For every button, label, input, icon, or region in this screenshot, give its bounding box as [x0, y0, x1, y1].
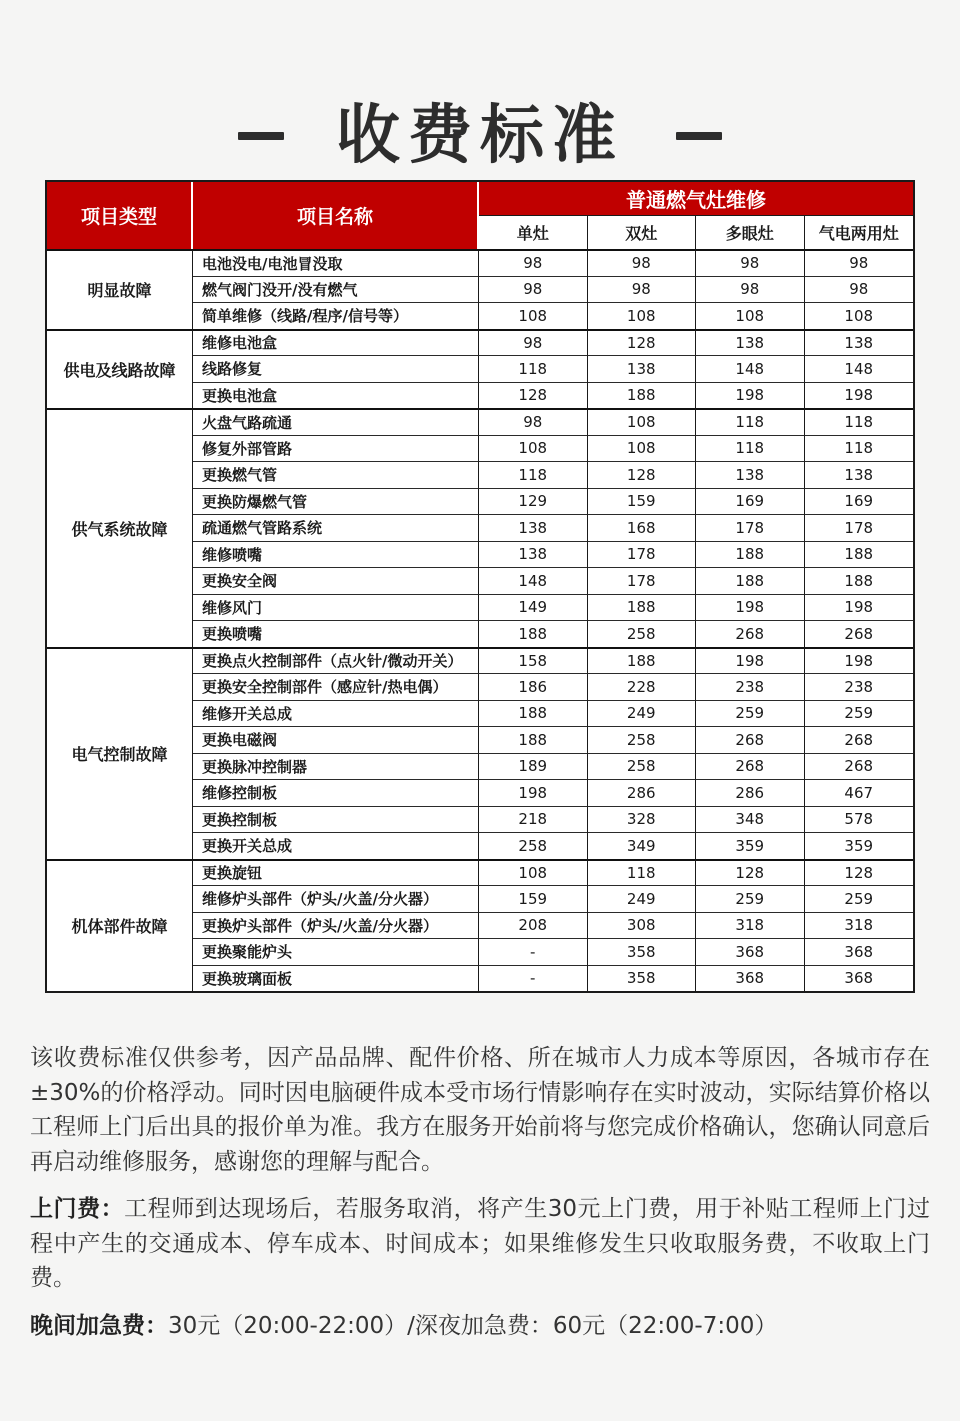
- price-cell: 188: [805, 541, 914, 568]
- price-cell: 368: [696, 938, 805, 965]
- price-cell: 98: [696, 276, 805, 303]
- price-cell: 108: [479, 435, 588, 462]
- price-cell: 348: [696, 806, 805, 833]
- price-cell: 98: [805, 276, 914, 303]
- price-cell: 349: [588, 832, 697, 859]
- table-row: [47, 859, 913, 886]
- price-cell: 98: [479, 276, 588, 303]
- price-cell: 268: [805, 753, 914, 780]
- price-cell: 259: [805, 700, 914, 727]
- item-name-cell: 更换电磁阀: [193, 726, 479, 753]
- price-table: [47, 182, 913, 991]
- price-cell: 268: [805, 620, 914, 647]
- price-cell: 138: [696, 461, 805, 488]
- price-cell: 138: [479, 541, 588, 568]
- item-name-cell: 更换炉头部件（炉头/火盖/分火器）: [193, 912, 479, 939]
- price-cell: 268: [696, 753, 805, 780]
- price-cell: 118: [696, 435, 805, 462]
- price-cell: 138: [805, 329, 914, 356]
- item-name-cell: 燃气阀门没开/没有燃气: [193, 276, 479, 303]
- item-name-cell: 更换聚能炉头: [193, 938, 479, 965]
- column-header-type: 项目类型: [47, 182, 193, 249]
- item-name-cell: 线路修复: [193, 355, 479, 382]
- price-cell: 129: [479, 488, 588, 515]
- item-name-cell: 更换安全阀: [193, 567, 479, 594]
- price-cell: 158: [479, 647, 588, 674]
- price-cell: 198: [479, 779, 588, 806]
- price-cell: 186: [479, 673, 588, 700]
- item-name-cell: 更换控制板: [193, 806, 479, 833]
- price-cell: 108: [479, 302, 588, 329]
- column-header-group: 普通燃气灶维修: [479, 182, 913, 216]
- notes-section: [30, 1041, 930, 1343]
- category-cell: 供气系统故障: [47, 408, 193, 647]
- column-header-气电两用灶: 气电两用灶: [805, 216, 914, 250]
- price-cell: 258: [588, 620, 697, 647]
- item-name-cell: 更换脉冲控制器: [193, 753, 479, 780]
- price-cell: 118: [479, 355, 588, 382]
- price-cell: 178: [588, 541, 697, 568]
- price-cell: 258: [588, 753, 697, 780]
- column-header-name: 项目名称: [193, 182, 479, 249]
- column-header-单灶: 单灶: [479, 216, 588, 250]
- item-name-cell: 更换喷嘴: [193, 620, 479, 647]
- price-cell: 188: [805, 567, 914, 594]
- item-name-cell: 电池没电/电池冒没取: [193, 249, 479, 276]
- price-cell: 188: [588, 594, 697, 621]
- price-cell: 249: [588, 700, 697, 727]
- price-cell: 128: [805, 859, 914, 886]
- price-cell: 238: [805, 673, 914, 700]
- night-fee-text: 30元（20:00-22:00）/深夜加急费：60元（22:00-7:00）: [168, 1312, 778, 1339]
- price-cell: 178: [588, 567, 697, 594]
- table-row: [47, 647, 913, 674]
- price-cell: 286: [696, 779, 805, 806]
- price-cell: 178: [805, 514, 914, 541]
- price-cell: 159: [588, 488, 697, 515]
- door-fee-label: 上门费：: [30, 1196, 125, 1222]
- price-cell: 188: [479, 726, 588, 753]
- category-cell: 明显故障: [47, 249, 193, 329]
- price-cell: 218: [479, 806, 588, 833]
- table-row: [47, 408, 913, 435]
- item-name-cell: 维修控制板: [193, 779, 479, 806]
- door-fee-text: 工程师到达现场后，若服务取消，将产生30元上门费，用于补贴工程师上门过程中产生的交通成本、停车成本、时间成本；如果维修发生只收取服务费，不收取上门费。: [30, 1196, 930, 1291]
- category-cell: 电气控制故障: [47, 647, 193, 859]
- price-cell: -: [479, 938, 588, 965]
- price-cell: 98: [479, 249, 588, 276]
- item-name-cell: 疏通燃气管路系统: [193, 514, 479, 541]
- price-cell: 188: [479, 620, 588, 647]
- price-cell: 318: [805, 912, 914, 939]
- price-cell: 98: [588, 249, 697, 276]
- price-cell: 138: [588, 355, 697, 382]
- title-dash-right-icon: [676, 132, 722, 140]
- item-name-cell: 更换玻璃面板: [193, 965, 479, 992]
- price-cell: 118: [805, 408, 914, 435]
- price-cell: 118: [805, 435, 914, 462]
- price-cell: 128: [588, 461, 697, 488]
- category-cell: 供电及线路故障: [47, 329, 193, 409]
- price-cell: 258: [588, 726, 697, 753]
- price-cell: 108: [588, 408, 697, 435]
- door-fee-paragraph: [30, 1192, 930, 1296]
- price-cell: 198: [696, 382, 805, 409]
- price-cell: 118: [696, 408, 805, 435]
- category-cell: 机体部件故障: [47, 859, 193, 992]
- price-cell: 318: [696, 912, 805, 939]
- item-name-cell: 更换旋钮: [193, 859, 479, 886]
- price-cell: 98: [805, 249, 914, 276]
- price-cell: 178: [696, 514, 805, 541]
- page-title: 收费标准: [336, 99, 624, 173]
- item-name-cell: 修复外部管路: [193, 435, 479, 462]
- price-cell: 208: [479, 912, 588, 939]
- price-cell: 308: [588, 912, 697, 939]
- item-name-cell: 更换开关总成: [193, 832, 479, 859]
- price-cell: 98: [588, 276, 697, 303]
- price-cell: 118: [588, 859, 697, 886]
- price-cell: 228: [588, 673, 697, 700]
- price-cell: 189: [479, 753, 588, 780]
- price-cell: 169: [805, 488, 914, 515]
- price-cell: 98: [479, 329, 588, 356]
- price-cell: 358: [588, 938, 697, 965]
- item-name-cell: 简单维修（线路/程序/信号等）: [193, 302, 479, 329]
- price-cell: 149: [479, 594, 588, 621]
- item-name-cell: 更换安全控制部件（感应针/热电偶）: [193, 673, 479, 700]
- disclaimer-text: 该收费标准仅供参考，因产品品牌、配件价格、所在城市人力成本等原因，各城市存在±30%的价格浮动。同时因电脑硬件成本受市场行情影响存在实时波动，实际结算价格以工程师上门后出具的报价单为准。我方在服务开始前将与您完成价格确认，您确认同意后再启动维修服务，感谢您的理解与配合。: [30, 1045, 930, 1175]
- price-cell: 358: [588, 965, 697, 992]
- price-cell: 188: [588, 647, 697, 674]
- price-cell: 198: [805, 647, 914, 674]
- night-fee-paragraph: [30, 1309, 930, 1344]
- price-cell: 249: [588, 885, 697, 912]
- price-cell: 188: [696, 541, 805, 568]
- price-cell: 108: [479, 859, 588, 886]
- column-header-多眼灶: 多眼灶: [696, 216, 805, 250]
- price-cell: 259: [696, 885, 805, 912]
- price-cell: 108: [805, 302, 914, 329]
- price-cell: 148: [696, 355, 805, 382]
- price-cell: 148: [479, 567, 588, 594]
- item-name-cell: 维修开关总成: [193, 700, 479, 727]
- price-cell: 128: [479, 382, 588, 409]
- item-name-cell: 维修风门: [193, 594, 479, 621]
- price-cell: 138: [479, 514, 588, 541]
- price-table-container: [45, 180, 915, 993]
- price-cell: -: [479, 965, 588, 992]
- price-cell: 368: [696, 965, 805, 992]
- price-cell: 259: [805, 885, 914, 912]
- table-header-row: [47, 182, 913, 216]
- price-cell: 138: [696, 329, 805, 356]
- price-cell: 98: [696, 249, 805, 276]
- item-name-cell: 更换电池盒: [193, 382, 479, 409]
- price-cell: 268: [696, 726, 805, 753]
- item-name-cell: 维修电池盒: [193, 329, 479, 356]
- price-cell: 98: [479, 408, 588, 435]
- page-header: [0, 0, 960, 180]
- price-cell: 159: [479, 885, 588, 912]
- title-dash-left-icon: [238, 132, 284, 140]
- price-cell: 328: [588, 806, 697, 833]
- night-fee-label: 晚间加急费：: [30, 1312, 168, 1339]
- table-row: [47, 249, 913, 276]
- price-cell: 108: [588, 302, 697, 329]
- price-cell: 368: [805, 965, 914, 992]
- price-cell: 188: [588, 382, 697, 409]
- price-cell: 128: [696, 859, 805, 886]
- item-name-cell: 维修喷嘴: [193, 541, 479, 568]
- item-name-cell: 火盘气路疏通: [193, 408, 479, 435]
- price-cell: 578: [805, 806, 914, 833]
- price-cell: 138: [805, 461, 914, 488]
- price-cell: 188: [479, 700, 588, 727]
- price-cell: 108: [588, 435, 697, 462]
- price-cell: 259: [696, 700, 805, 727]
- price-cell: 359: [805, 832, 914, 859]
- item-name-cell: 更换燃气管: [193, 461, 479, 488]
- price-cell: 128: [588, 329, 697, 356]
- price-cell: 268: [805, 726, 914, 753]
- price-cell: 368: [805, 938, 914, 965]
- item-name-cell: 更换点火控制部件（点火针/微动开关）: [193, 647, 479, 674]
- price-cell: 467: [805, 779, 914, 806]
- item-name-cell: 维修炉头部件（炉头/火盖/分火器）: [193, 885, 479, 912]
- price-cell: 108: [696, 302, 805, 329]
- price-cell: 198: [696, 594, 805, 621]
- price-cell: 258: [479, 832, 588, 859]
- price-cell: 198: [805, 382, 914, 409]
- price-cell: 359: [696, 832, 805, 859]
- item-name-cell: 更换防爆燃气管: [193, 488, 479, 515]
- price-cell: 188: [696, 567, 805, 594]
- price-cell: 198: [696, 647, 805, 674]
- column-header-双灶: 双灶: [588, 216, 697, 250]
- price-cell: 148: [805, 355, 914, 382]
- price-cell: 268: [696, 620, 805, 647]
- disclaimer-paragraph: [30, 1041, 930, 1179]
- price-cell: 286: [588, 779, 697, 806]
- price-cell: 198: [805, 594, 914, 621]
- price-cell: 169: [696, 488, 805, 515]
- price-cell: 168: [588, 514, 697, 541]
- table-row: [47, 329, 913, 356]
- price-cell: 118: [479, 461, 588, 488]
- price-cell: 238: [696, 673, 805, 700]
